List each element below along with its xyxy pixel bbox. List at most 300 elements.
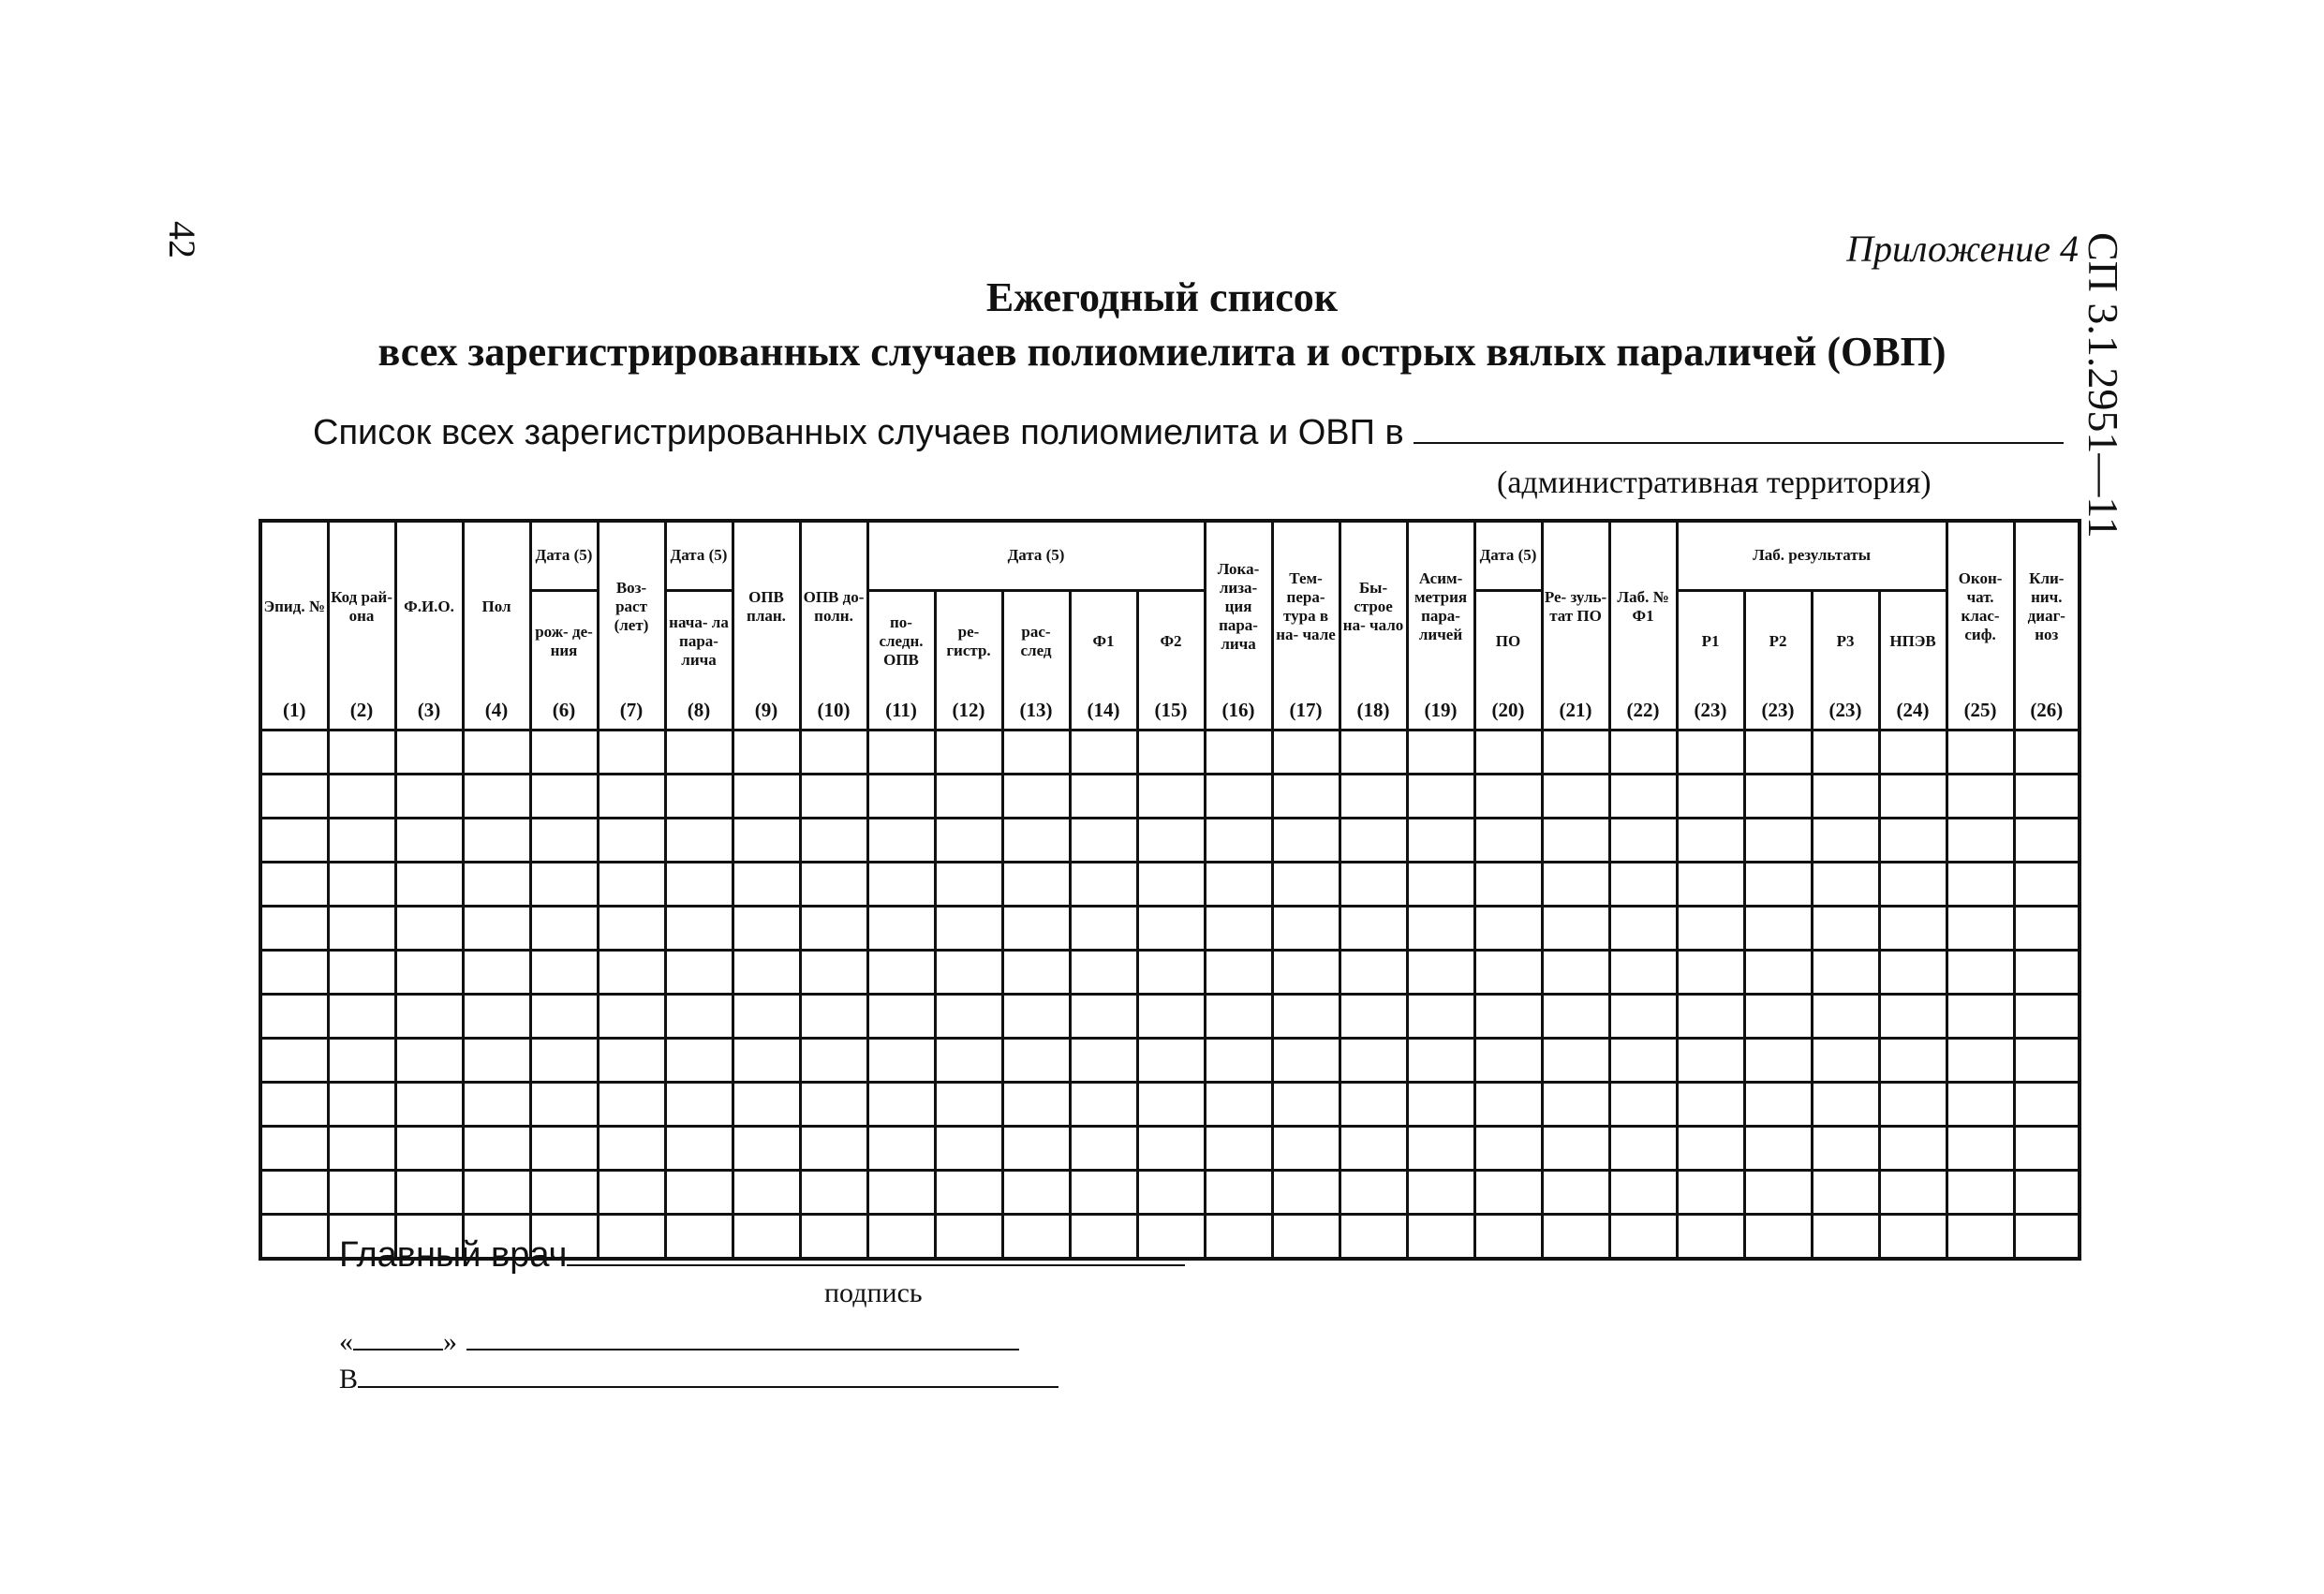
table-cell[interactable] xyxy=(1407,775,1474,819)
table-cell[interactable] xyxy=(1002,1083,1070,1127)
table-cell[interactable] xyxy=(1272,1215,1340,1260)
table-cell[interactable] xyxy=(1609,951,1677,995)
table-cell[interactable] xyxy=(1474,775,1542,819)
table-cell[interactable] xyxy=(1272,1127,1340,1171)
table-cell[interactable] xyxy=(1947,819,2014,863)
table-cell[interactable] xyxy=(2014,907,2080,951)
table-cell[interactable] xyxy=(1070,731,1137,775)
table-cell[interactable] xyxy=(935,1127,1002,1171)
table-cell[interactable] xyxy=(1205,1083,1272,1127)
table-cell[interactable] xyxy=(598,1039,665,1083)
table-cell[interactable] xyxy=(1474,951,1542,995)
table-cell[interactable] xyxy=(1744,995,1812,1039)
table-cell[interactable] xyxy=(463,951,530,995)
table-cell[interactable] xyxy=(530,1039,598,1083)
table-cell[interactable] xyxy=(530,819,598,863)
table-cell[interactable] xyxy=(1812,951,1879,995)
table-cell[interactable] xyxy=(867,1171,935,1215)
table-cell[interactable] xyxy=(1812,907,1879,951)
table-cell[interactable] xyxy=(1677,951,1744,995)
table-cell[interactable] xyxy=(1474,1083,1542,1127)
table-cell[interactable] xyxy=(1272,819,1340,863)
table-cell[interactable] xyxy=(1947,1127,2014,1171)
table-cell[interactable] xyxy=(395,995,463,1039)
table-cell[interactable] xyxy=(260,995,328,1039)
table-cell[interactable] xyxy=(1542,1215,1609,1260)
table-cell[interactable] xyxy=(1137,1039,1205,1083)
table-cell[interactable] xyxy=(1002,1039,1070,1083)
table-cell[interactable] xyxy=(1744,775,1812,819)
table-cell[interactable] xyxy=(800,1039,867,1083)
table-cell[interactable] xyxy=(1609,1039,1677,1083)
table-cell[interactable] xyxy=(800,819,867,863)
table-cell[interactable] xyxy=(395,1171,463,1215)
table-cell[interactable] xyxy=(463,775,530,819)
table-cell[interactable] xyxy=(395,951,463,995)
table-cell[interactable] xyxy=(2014,731,2080,775)
table-cell[interactable] xyxy=(1879,995,1947,1039)
table-cell[interactable] xyxy=(1542,1083,1609,1127)
table-cell[interactable] xyxy=(2014,995,2080,1039)
table-cell[interactable] xyxy=(1542,731,1609,775)
table-cell[interactable] xyxy=(1744,1171,1812,1215)
table-cell[interactable] xyxy=(665,1171,733,1215)
table-cell[interactable] xyxy=(1677,863,1744,907)
table-cell[interactable] xyxy=(598,863,665,907)
table-cell[interactable] xyxy=(2014,951,2080,995)
table-cell[interactable] xyxy=(867,1083,935,1127)
table-cell[interactable] xyxy=(1812,1039,1879,1083)
table-cell[interactable] xyxy=(733,907,800,951)
table-cell[interactable] xyxy=(260,863,328,907)
table-cell[interactable] xyxy=(395,1039,463,1083)
table-cell[interactable] xyxy=(1677,819,1744,863)
table-cell[interactable] xyxy=(733,819,800,863)
table-cell[interactable] xyxy=(1474,1127,1542,1171)
table-cell[interactable] xyxy=(463,731,530,775)
table-cell[interactable] xyxy=(260,907,328,951)
table-cell[interactable] xyxy=(260,1215,328,1260)
table-cell[interactable] xyxy=(598,995,665,1039)
table-cell[interactable] xyxy=(1947,995,2014,1039)
table-cell[interactable] xyxy=(867,819,935,863)
table-cell[interactable] xyxy=(935,819,1002,863)
table-cell[interactable] xyxy=(1407,1039,1474,1083)
table-cell[interactable] xyxy=(935,1171,1002,1215)
table-cell[interactable] xyxy=(1070,1171,1137,1215)
table-cell[interactable] xyxy=(1070,1039,1137,1083)
table-cell[interactable] xyxy=(1879,951,1947,995)
table-cell[interactable] xyxy=(1542,951,1609,995)
table-cell[interactable] xyxy=(867,775,935,819)
table-cell[interactable] xyxy=(598,951,665,995)
table-cell[interactable] xyxy=(1272,951,1340,995)
table-cell[interactable] xyxy=(598,1127,665,1171)
table-cell[interactable] xyxy=(1340,995,1407,1039)
table-cell[interactable] xyxy=(1407,995,1474,1039)
table-cell[interactable] xyxy=(1744,819,1812,863)
place-blank[interactable] xyxy=(358,1362,1058,1388)
table-cell[interactable] xyxy=(530,1083,598,1127)
table-cell[interactable] xyxy=(1070,1127,1137,1171)
table-cell[interactable] xyxy=(1812,819,1879,863)
table-cell[interactable] xyxy=(733,1127,800,1171)
table-cell[interactable] xyxy=(1879,1039,1947,1083)
table-cell[interactable] xyxy=(665,863,733,907)
table-cell[interactable] xyxy=(867,907,935,951)
table-cell[interactable] xyxy=(463,819,530,863)
table-cell[interactable] xyxy=(1474,1039,1542,1083)
table-cell[interactable] xyxy=(463,1127,530,1171)
table-cell[interactable] xyxy=(1137,731,1205,775)
table-cell[interactable] xyxy=(733,995,800,1039)
table-cell[interactable] xyxy=(867,951,935,995)
table-cell[interactable] xyxy=(395,907,463,951)
table-cell[interactable] xyxy=(1744,1083,1812,1127)
table-cell[interactable] xyxy=(1947,1039,2014,1083)
table-cell[interactable] xyxy=(800,863,867,907)
table-cell[interactable] xyxy=(733,775,800,819)
table-cell[interactable] xyxy=(1812,775,1879,819)
table-cell[interactable] xyxy=(1542,1171,1609,1215)
table-cell[interactable] xyxy=(800,775,867,819)
table-cell[interactable] xyxy=(260,1127,328,1171)
table-cell[interactable] xyxy=(665,1083,733,1127)
table-cell[interactable] xyxy=(1272,863,1340,907)
table-cell[interactable] xyxy=(935,1039,1002,1083)
table-cell[interactable] xyxy=(1609,731,1677,775)
table-cell[interactable] xyxy=(530,775,598,819)
table-cell[interactable] xyxy=(1205,775,1272,819)
table-cell[interactable] xyxy=(1947,907,2014,951)
table-cell[interactable] xyxy=(260,731,328,775)
table-cell[interactable] xyxy=(1609,819,1677,863)
table-cell[interactable] xyxy=(530,731,598,775)
table-cell[interactable] xyxy=(1542,819,1609,863)
table-cell[interactable] xyxy=(1812,1083,1879,1127)
table-cell[interactable] xyxy=(1744,907,1812,951)
table-cell[interactable] xyxy=(1137,1171,1205,1215)
table-cell[interactable] xyxy=(530,951,598,995)
table-cell[interactable] xyxy=(1205,863,1272,907)
table-cell[interactable] xyxy=(1609,1171,1677,1215)
table-cell[interactable] xyxy=(1609,863,1677,907)
table-cell[interactable] xyxy=(1137,995,1205,1039)
table-cell[interactable] xyxy=(1609,1127,1677,1171)
table-cell[interactable] xyxy=(1947,1215,2014,1260)
table-cell[interactable] xyxy=(935,863,1002,907)
table-cell[interactable] xyxy=(665,951,733,995)
table-cell[interactable] xyxy=(1609,1215,1677,1260)
table-cell[interactable] xyxy=(1677,1083,1744,1127)
table-cell[interactable] xyxy=(1677,1171,1744,1215)
table-cell[interactable] xyxy=(1542,995,1609,1039)
table-cell[interactable] xyxy=(1744,1215,1812,1260)
table-cell[interactable] xyxy=(328,951,395,995)
table-cell[interactable] xyxy=(1947,731,2014,775)
table-cell[interactable] xyxy=(1002,863,1070,907)
table-cell[interactable] xyxy=(1407,863,1474,907)
table-cell[interactable] xyxy=(800,1127,867,1171)
table-cell[interactable] xyxy=(2014,1083,2080,1127)
table-cell[interactable] xyxy=(1070,951,1137,995)
table-cell[interactable] xyxy=(1340,819,1407,863)
table-cell[interactable] xyxy=(800,951,867,995)
table-cell[interactable] xyxy=(530,1127,598,1171)
table-cell[interactable] xyxy=(395,1083,463,1127)
table-cell[interactable] xyxy=(598,775,665,819)
table-cell[interactable] xyxy=(1677,1039,1744,1083)
table-cell[interactable] xyxy=(800,731,867,775)
table-cell[interactable] xyxy=(1205,819,1272,863)
table-cell[interactable] xyxy=(1070,775,1137,819)
table-cell[interactable] xyxy=(867,995,935,1039)
table-cell[interactable] xyxy=(1137,907,1205,951)
signature-blank[interactable] xyxy=(567,1231,1185,1266)
table-cell[interactable] xyxy=(1879,731,1947,775)
table-cell[interactable] xyxy=(1609,775,1677,819)
table-cell[interactable] xyxy=(1137,863,1205,907)
table-cell[interactable] xyxy=(395,863,463,907)
table-cell[interactable] xyxy=(260,1083,328,1127)
table-cell[interactable] xyxy=(1340,907,1407,951)
table-cell[interactable] xyxy=(1677,995,1744,1039)
table-cell[interactable] xyxy=(1744,951,1812,995)
table-cell[interactable] xyxy=(1542,1127,1609,1171)
table-cell[interactable] xyxy=(1340,1215,1407,1260)
table-cell[interactable] xyxy=(1002,819,1070,863)
month-year-blank[interactable] xyxy=(466,1324,1019,1350)
table-cell[interactable] xyxy=(867,731,935,775)
table-cell[interactable] xyxy=(1070,819,1137,863)
table-cell[interactable] xyxy=(733,731,800,775)
table-cell[interactable] xyxy=(1947,863,2014,907)
table-cell[interactable] xyxy=(463,863,530,907)
table-cell[interactable] xyxy=(1137,775,1205,819)
table-cell[interactable] xyxy=(1070,1083,1137,1127)
table-cell[interactable] xyxy=(395,819,463,863)
table-cell[interactable] xyxy=(733,1083,800,1127)
table-cell[interactable] xyxy=(935,951,1002,995)
table-cell[interactable] xyxy=(1677,775,1744,819)
table-cell[interactable] xyxy=(530,907,598,951)
table-cell[interactable] xyxy=(530,863,598,907)
table-cell[interactable] xyxy=(1272,731,1340,775)
table-cell[interactable] xyxy=(1137,951,1205,995)
table-cell[interactable] xyxy=(1609,1083,1677,1127)
table-cell[interactable] xyxy=(800,995,867,1039)
table-cell[interactable] xyxy=(935,731,1002,775)
table-cell[interactable] xyxy=(1474,907,1542,951)
table-cell[interactable] xyxy=(935,1083,1002,1127)
table-cell[interactable] xyxy=(1137,1083,1205,1127)
table-cell[interactable] xyxy=(598,907,665,951)
table-cell[interactable] xyxy=(463,1039,530,1083)
table-cell[interactable] xyxy=(1609,995,1677,1039)
table-cell[interactable] xyxy=(1272,995,1340,1039)
table-cell[interactable] xyxy=(1812,863,1879,907)
table-cell[interactable] xyxy=(1205,907,1272,951)
table-cell[interactable] xyxy=(1272,907,1340,951)
table-cell[interactable] xyxy=(800,1083,867,1127)
table-cell[interactable] xyxy=(665,1127,733,1171)
table-cell[interactable] xyxy=(1744,1127,1812,1171)
table-cell[interactable] xyxy=(2014,775,2080,819)
table-cell[interactable] xyxy=(1474,863,1542,907)
table-cell[interactable] xyxy=(2014,1215,2080,1260)
table-cell[interactable] xyxy=(1002,907,1070,951)
table-cell[interactable] xyxy=(1137,819,1205,863)
table-cell[interactable] xyxy=(1677,1215,1744,1260)
table-cell[interactable] xyxy=(328,819,395,863)
table-cell[interactable] xyxy=(867,1127,935,1171)
table-cell[interactable] xyxy=(1340,1083,1407,1127)
table-cell[interactable] xyxy=(1812,995,1879,1039)
table-cell[interactable] xyxy=(1812,1215,1879,1260)
table-cell[interactable] xyxy=(260,951,328,995)
table-cell[interactable] xyxy=(463,1083,530,1127)
table-cell[interactable] xyxy=(1205,951,1272,995)
table-cell[interactable] xyxy=(665,731,733,775)
table-cell[interactable] xyxy=(1407,1215,1474,1260)
table-cell[interactable] xyxy=(1879,1127,1947,1171)
table-cell[interactable] xyxy=(935,907,1002,951)
table-cell[interactable] xyxy=(1340,775,1407,819)
table-cell[interactable] xyxy=(1879,775,1947,819)
table-cell[interactable] xyxy=(395,775,463,819)
table-cell[interactable] xyxy=(1879,863,1947,907)
table-cell[interactable] xyxy=(530,1171,598,1215)
table-cell[interactable] xyxy=(1002,775,1070,819)
table-cell[interactable] xyxy=(733,1039,800,1083)
table-cell[interactable] xyxy=(733,1171,800,1215)
table-cell[interactable] xyxy=(1947,775,2014,819)
table-cell[interactable] xyxy=(1070,907,1137,951)
table-cell[interactable] xyxy=(1947,951,2014,995)
table-cell[interactable] xyxy=(1340,863,1407,907)
table-cell[interactable] xyxy=(733,863,800,907)
table-cell[interactable] xyxy=(260,819,328,863)
table-cell[interactable] xyxy=(1879,819,1947,863)
table-cell[interactable] xyxy=(1744,863,1812,907)
table-cell[interactable] xyxy=(1474,1215,1542,1260)
table-cell[interactable] xyxy=(1070,863,1137,907)
table-cell[interactable] xyxy=(598,731,665,775)
day-blank[interactable] xyxy=(353,1324,443,1350)
table-cell[interactable] xyxy=(598,1083,665,1127)
table-cell[interactable] xyxy=(2014,863,2080,907)
table-cell[interactable] xyxy=(1879,1171,1947,1215)
table-cell[interactable] xyxy=(2014,819,2080,863)
table-cell[interactable] xyxy=(1340,1039,1407,1083)
table-cell[interactable] xyxy=(395,731,463,775)
table-cell[interactable] xyxy=(867,1039,935,1083)
table-cell[interactable] xyxy=(1812,1171,1879,1215)
table-cell[interactable] xyxy=(1205,995,1272,1039)
table-cell[interactable] xyxy=(1609,907,1677,951)
table-cell[interactable] xyxy=(598,1171,665,1215)
table-cell[interactable] xyxy=(1812,1127,1879,1171)
table-cell[interactable] xyxy=(1744,1039,1812,1083)
territory-blank[interactable] xyxy=(1414,408,2064,444)
table-cell[interactable] xyxy=(1002,951,1070,995)
table-cell[interactable] xyxy=(1947,1083,2014,1127)
table-cell[interactable] xyxy=(328,731,395,775)
table-cell[interactable] xyxy=(395,1127,463,1171)
table-cell[interactable] xyxy=(1474,1171,1542,1215)
table-cell[interactable] xyxy=(1407,731,1474,775)
table-cell[interactable] xyxy=(1407,1171,1474,1215)
table-cell[interactable] xyxy=(328,1171,395,1215)
table-cell[interactable] xyxy=(1070,995,1137,1039)
table-cell[interactable] xyxy=(1879,1083,1947,1127)
table-cell[interactable] xyxy=(1002,1127,1070,1171)
table-cell[interactable] xyxy=(1407,951,1474,995)
table-cell[interactable] xyxy=(2014,1039,2080,1083)
table-cell[interactable] xyxy=(328,1083,395,1127)
table-cell[interactable] xyxy=(1677,731,1744,775)
table-cell[interactable] xyxy=(1542,1039,1609,1083)
table-cell[interactable] xyxy=(1002,731,1070,775)
table-cell[interactable] xyxy=(463,907,530,951)
table-cell[interactable] xyxy=(1340,731,1407,775)
table-cell[interactable] xyxy=(1205,1171,1272,1215)
table-cell[interactable] xyxy=(665,775,733,819)
table-cell[interactable] xyxy=(598,819,665,863)
table-cell[interactable] xyxy=(1744,731,1812,775)
table-cell[interactable] xyxy=(1205,1039,1272,1083)
table-cell[interactable] xyxy=(1812,731,1879,775)
table-cell[interactable] xyxy=(1205,1127,1272,1171)
table-cell[interactable] xyxy=(1542,775,1609,819)
table-cell[interactable] xyxy=(1407,907,1474,951)
table-cell[interactable] xyxy=(1407,1127,1474,1171)
table-cell[interactable] xyxy=(1947,1171,2014,1215)
table-cell[interactable] xyxy=(1205,731,1272,775)
table-cell[interactable] xyxy=(260,1039,328,1083)
table-cell[interactable] xyxy=(1205,1215,1272,1260)
table-cell[interactable] xyxy=(328,995,395,1039)
table-cell[interactable] xyxy=(1542,863,1609,907)
table-cell[interactable] xyxy=(665,907,733,951)
table-cell[interactable] xyxy=(665,1039,733,1083)
table-cell[interactable] xyxy=(1474,819,1542,863)
table-cell[interactable] xyxy=(463,995,530,1039)
table-cell[interactable] xyxy=(328,863,395,907)
table-cell[interactable] xyxy=(530,995,598,1039)
table-cell[interactable] xyxy=(260,775,328,819)
table-cell[interactable] xyxy=(867,863,935,907)
table-cell[interactable] xyxy=(2014,1171,2080,1215)
table-cell[interactable] xyxy=(1474,995,1542,1039)
table-cell[interactable] xyxy=(800,907,867,951)
table-cell[interactable] xyxy=(328,1039,395,1083)
table-cell[interactable] xyxy=(1407,819,1474,863)
table-cell[interactable] xyxy=(1474,731,1542,775)
table-cell[interactable] xyxy=(935,995,1002,1039)
table-cell[interactable] xyxy=(1272,1039,1340,1083)
table-cell[interactable] xyxy=(800,1171,867,1215)
table-cell[interactable] xyxy=(1002,1171,1070,1215)
table-cell[interactable] xyxy=(1137,1127,1205,1171)
table-cell[interactable] xyxy=(1542,907,1609,951)
table-cell[interactable] xyxy=(260,1171,328,1215)
table-cell[interactable] xyxy=(1272,1083,1340,1127)
table-cell[interactable] xyxy=(2014,1127,2080,1171)
table-cell[interactable] xyxy=(328,907,395,951)
table-cell[interactable] xyxy=(328,1127,395,1171)
table-cell[interactable] xyxy=(1272,1171,1340,1215)
